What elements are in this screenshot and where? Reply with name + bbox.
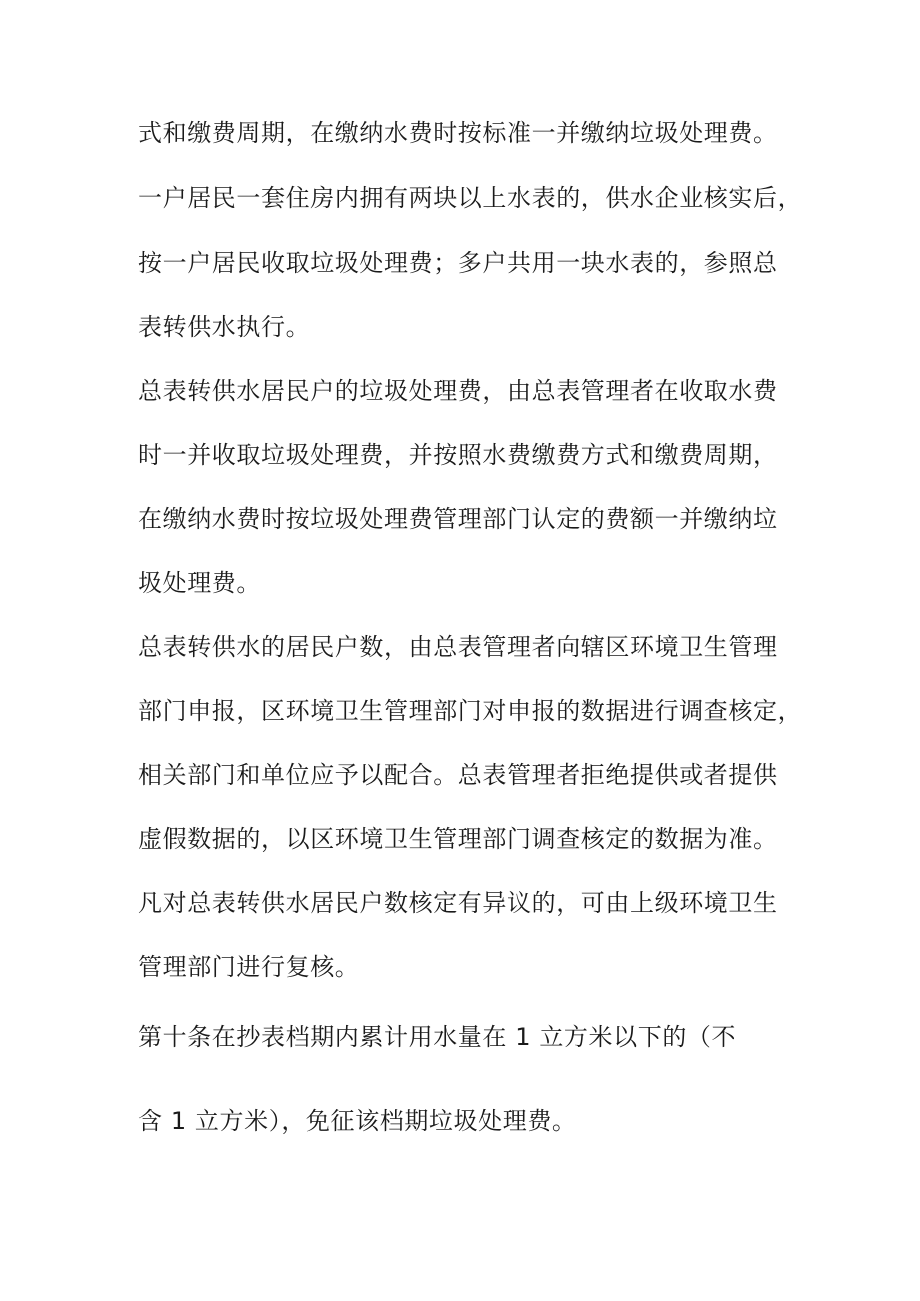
text-line-7: 在缴纳水费时按垃圾处理费管理部门认定的费额一并缴纳垃: [138, 505, 778, 533]
text-line-15: 第十条在抄表档期内累计用水量在 1 立方米以下的（不: [138, 1023, 737, 1051]
text-line-16: 含 1 立方米），免征该档期垃圾处理费。: [138, 1107, 577, 1135]
text-line-13: 凡对总表转供水居民户数核定有异议的，可由上级环境卫生: [138, 889, 778, 917]
text-line-9: 总表转供水的居民户数，由总表管理者向辖区环境卫生管理: [138, 633, 778, 661]
text-line-10: 部门申报，区环境卫生管理部门对申报的数据进行调查核定，: [138, 697, 803, 725]
text-line-2: 一户居民一套住房内拥有两块以上水表的，供水企业核实后，: [138, 184, 803, 212]
text-line-11: 相关部门和单位应予以配合。总表管理者拒绝提供或者提供: [138, 761, 778, 789]
text-line-12: 虚假数据的，以区环境卫生管理部门调查核定的数据为准。: [138, 825, 778, 853]
text-line-1: 式和缴费周期，在缴纳水费时按标准一并缴纳垃圾处理费。: [138, 119, 778, 147]
text-line-4: 表转供水执行。: [138, 313, 311, 341]
text-line-3: 按一户居民收取垃圾处理费；多户共用一块水表的，参照总: [138, 249, 778, 277]
text-line-8: 圾处理费。: [138, 569, 261, 597]
text-line-5: 总表转供水居民户的垃圾处理费，由总表管理者在收取水费: [138, 377, 778, 405]
text-line-14: 管理部门进行复核。: [138, 953, 360, 981]
text-line-6: 时一并收取垃圾处理费，并按照水费缴费方式和缴费周期，: [138, 441, 778, 469]
